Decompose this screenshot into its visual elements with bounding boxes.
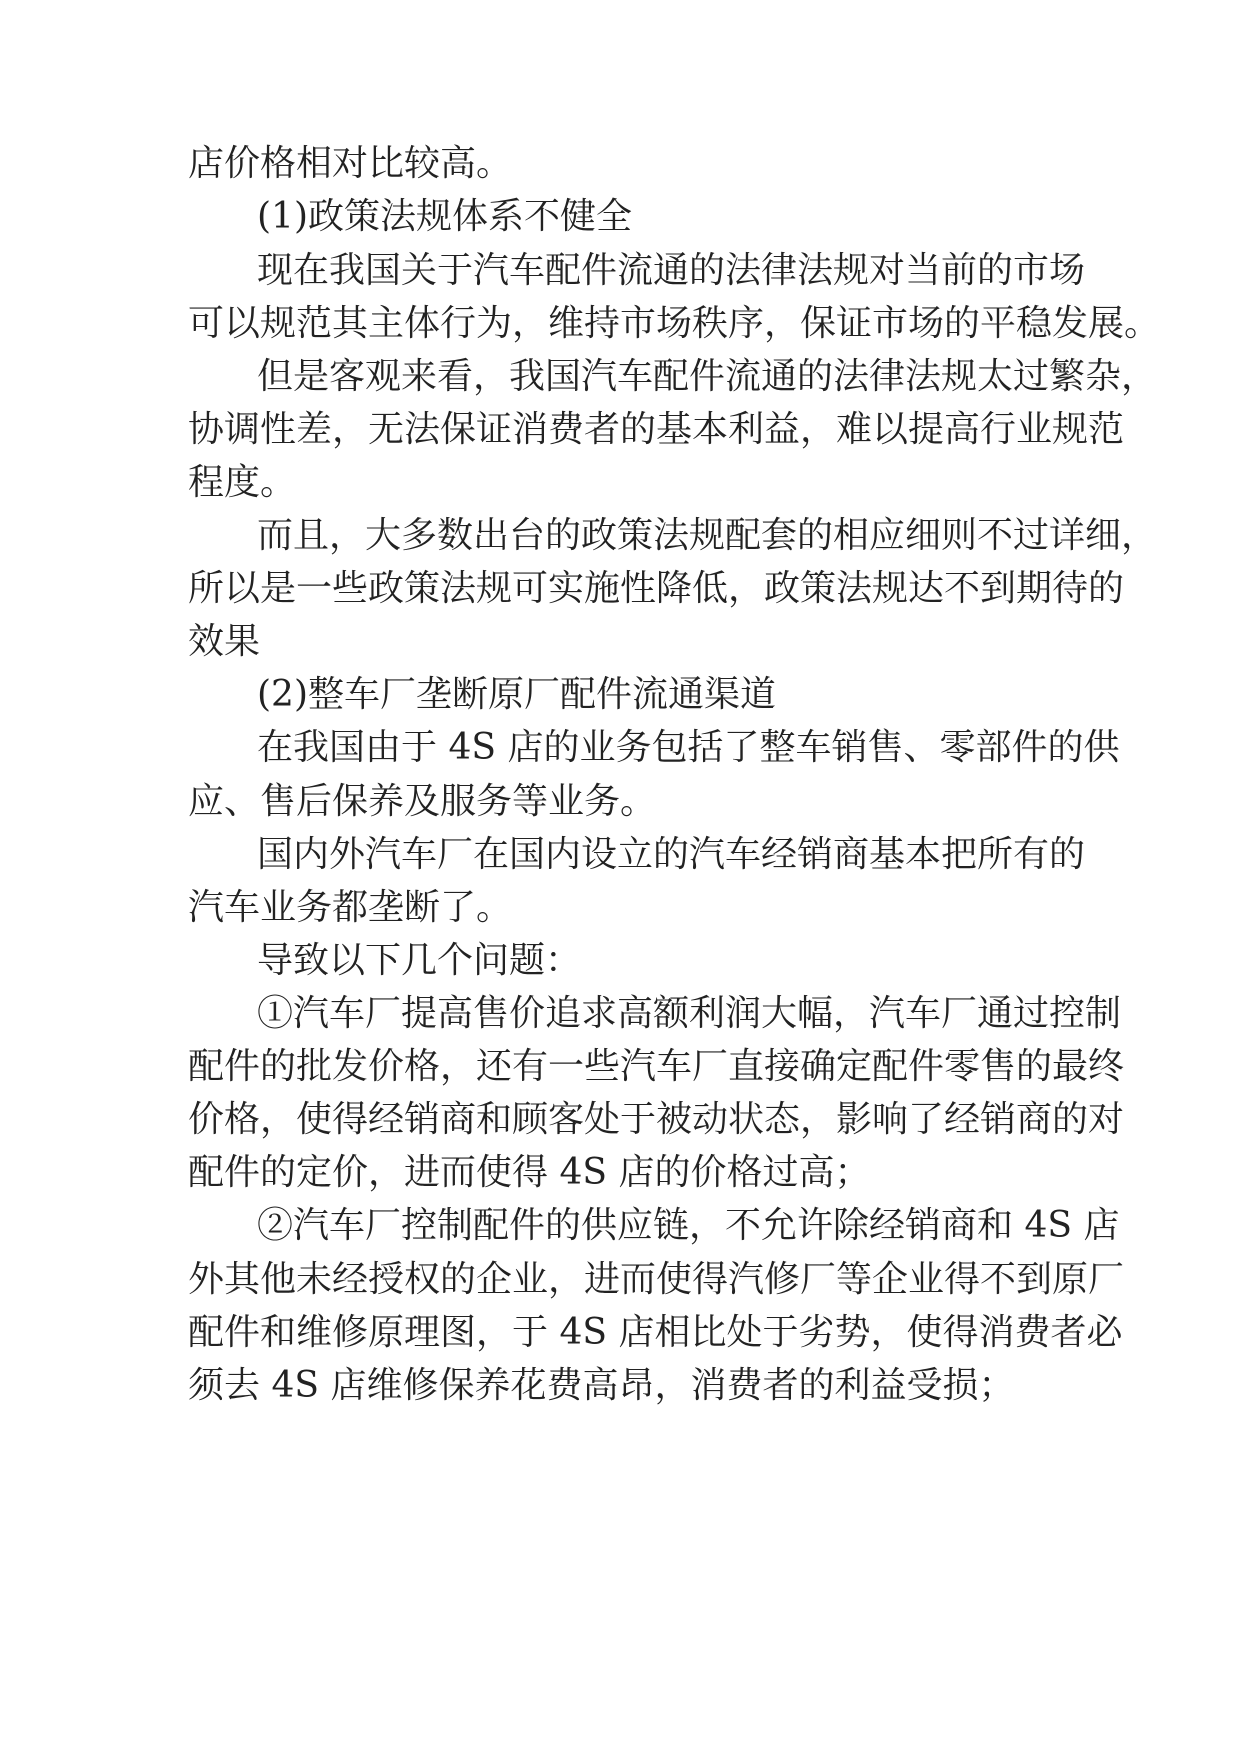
text-line: 所以是一些政策法规可实施性降低，政策法规达不到期待的 (188, 568, 1125, 609)
section-heading: (2)整车厂垄断原厂配件流通渠道 (257, 674, 776, 715)
text-line: 协调性差，无法保证消费者的基本利益，难以提高行业规范 (188, 409, 1125, 450)
text-line: 导致以下几个问题： (257, 940, 582, 981)
text-line: 须去 4S 店维修保养花费高昂，消费者的利益受损； (188, 1365, 1015, 1406)
text-line: 配件和维修原理图，于 4S 店相比处于劣势，使得消费者必 (188, 1312, 1123, 1353)
text-line: ②汽车厂控制配件的供应链，不允许除经销商和 4S 店 (257, 1205, 1120, 1246)
text-line: 可以规范其主体行为，维持市场秩序，保证市场的平稳发展。 (188, 303, 1161, 344)
section-heading: (1)政策法规体系不健全 (257, 196, 632, 237)
text-line: 程度。 (188, 462, 297, 503)
text-line: 配件的定价，进而使得 4S 店的价格过高； (188, 1152, 871, 1193)
text-line: 在我国由于 4S 店的业务包括了整车销售、零部件的供 (257, 727, 1120, 768)
text-line: 效果 (188, 621, 261, 662)
text-line: 应、售后保养及服务等业务。 (188, 781, 657, 822)
text-line: 而且，大多数出台的政策法规配套的相应细则不过详细， (257, 515, 1158, 556)
text-line: 价格，使得经销商和顾客处于被动状态，影响了经销商的对 (188, 1099, 1125, 1140)
text-line: 外其他未经授权的企业，进而使得汽修厂等企业得不到原厂 (188, 1259, 1125, 1300)
text-line: 店价格相对比较高。 (188, 143, 513, 184)
text-line: 现在我国关于汽车配件流通的法律法规对当前的市场 (257, 250, 1086, 291)
text-line: 国内外汽车厂在国内设立的汽车经销商基本把所有的 (257, 834, 1086, 875)
text-line: 配件的批发价格，还有一些汽车厂直接确定配件零售的最终 (188, 1046, 1125, 1087)
text-line: 但是客观来看，我国汽车配件流通的法律法规太过繁杂， (257, 356, 1158, 397)
text-line: ①汽车厂提高售价追求高额利润大幅，汽车厂通过控制 (257, 993, 1122, 1034)
text-line: 汽车业务都垄断了。 (188, 887, 513, 928)
